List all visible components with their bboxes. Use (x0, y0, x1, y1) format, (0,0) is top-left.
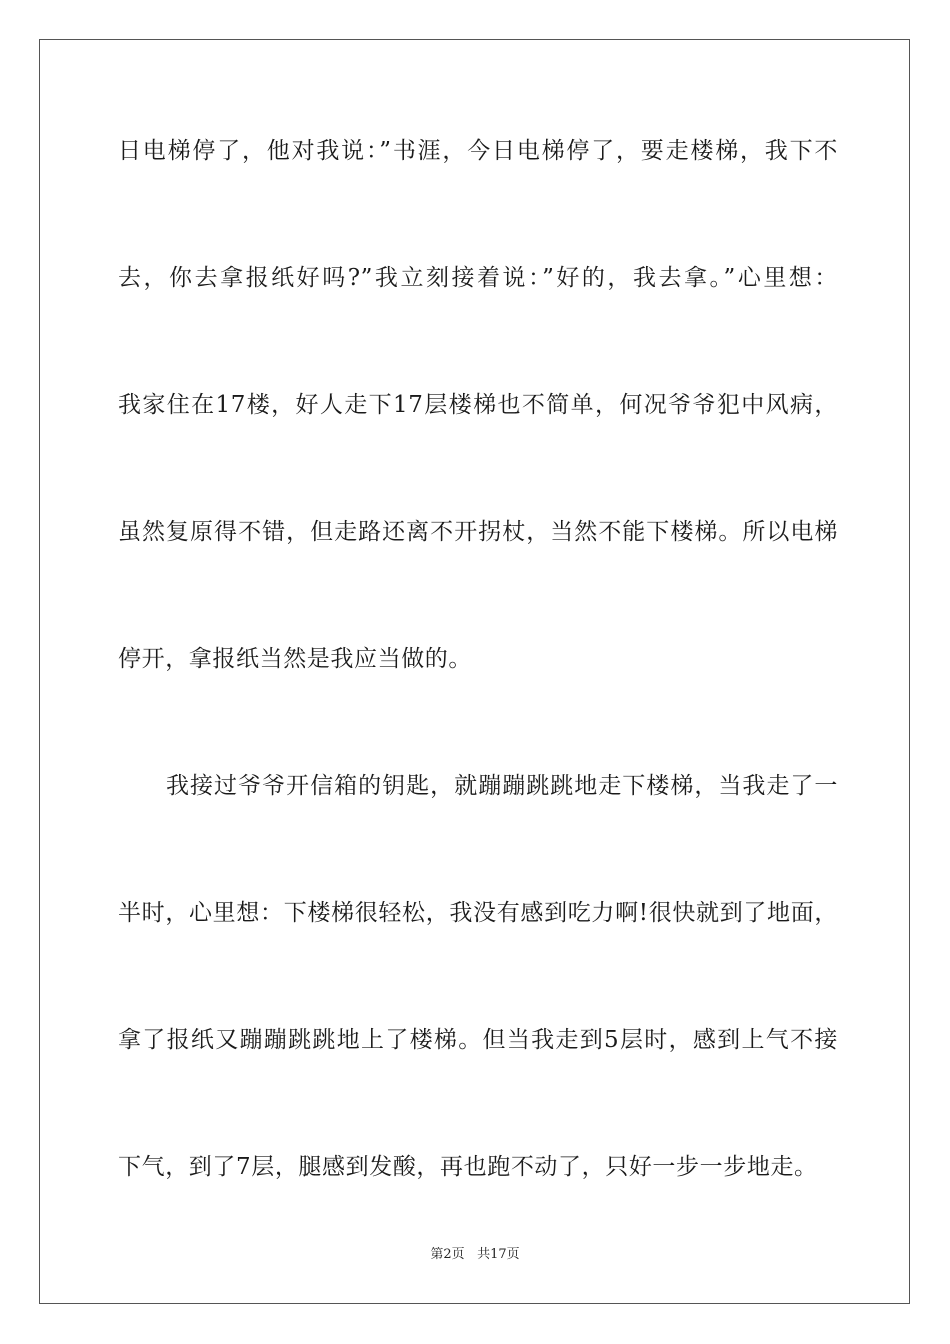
text-line: 停开，拿报纸当然是我应当做的。 (118, 646, 472, 672)
text-line: 拿了报纸又蹦蹦跳跳地上了楼梯。但当我走到5层时，感到上气不接 (118, 1027, 838, 1053)
text-line: 日电梯停了，他对我说：”书涯，今日电梯停了，要走楼梯，我下不 (118, 138, 838, 164)
page-footer (0, 1246, 950, 1264)
page-total: 共17页 (477, 1247, 520, 1262)
text-line: 虽然复原得不错，但走路还离不开拐杖，当然不能下楼梯。所以电梯 (118, 519, 838, 545)
text-line: 我家住在17楼，好人走下17层楼梯也不简单，何况爷爷犯中风病， (118, 392, 838, 418)
text-line: 半时，心里想：下楼梯很轻松，我没有感到吃力啊!很快就到了地面， (118, 900, 838, 926)
text-line: 我接过爷爷开信箱的钥匙，就蹦蹦跳跳地走下楼梯，当我走了一 (118, 773, 838, 799)
text-line: 下气，到了7层，腿感到发酸，再也跑不动了，只好一步一步地走。 (118, 1154, 818, 1180)
text-line: 去，你去拿报纸好吗?”我立刻接着说：”好的，我去拿。”心里想： (118, 265, 838, 291)
page-number: 第2页 (430, 1247, 465, 1262)
